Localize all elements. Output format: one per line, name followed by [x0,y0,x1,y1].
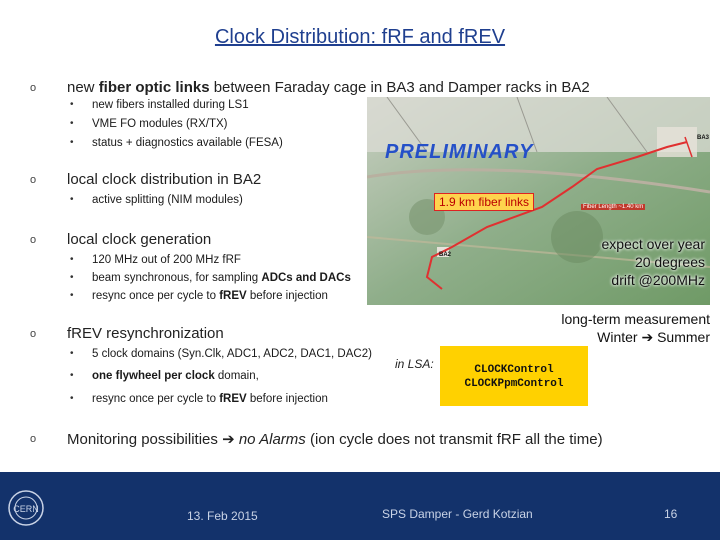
bullet-marker: • [70,272,74,283]
ba2-label: BA2 [439,252,452,258]
section-text-part: new [67,79,99,96]
section-marker: o [30,174,37,186]
bullet-marker: • [70,290,74,301]
bullet-text: 5 clock domains (Syn.Clk, ADC1, ADC2, DAC1, DAC2) [92,348,372,360]
bullet-marker: • [70,348,74,359]
longterm-note [500,310,710,346]
page-number: 16 [664,507,678,521]
bullet-marker: • [70,393,74,404]
bullet-text-emphasis: fREV [219,290,247,302]
footer-date: 13. Feb 2015 [187,509,258,523]
bullet-text-emphasis: one flywheel per clock [92,370,215,382]
bullet-text: domain, [214,370,259,382]
longterm-note-line: long-term measurement [561,311,710,327]
bullet-text-emphasis: ADCs and DACs [261,272,351,284]
section-marker: o [30,328,37,340]
preliminary-watermark: PRELIMINARY [385,141,534,163]
bullet-marker: • [70,370,74,381]
bullet-marker: • [70,118,74,129]
section-text: fREV resynchronization [67,325,224,342]
section-marker: o [30,433,37,445]
section-marker: o [30,234,37,246]
ba3-label: BA3 [697,135,710,141]
footer-author: SPS Damper - Gerd Kotzian [382,507,533,521]
section-text-part: Monitoring possibilities [67,431,223,448]
bullet-text: status + diagnostics available (FESA) [92,137,283,149]
drift-note [555,235,705,289]
drift-note-line: drift @200MHz [611,272,705,288]
bullet-text: before injection [246,290,328,302]
section-text: local clock generation [67,231,212,248]
drift-note-line: expect over year [601,236,705,252]
bullet-marker: • [70,254,74,265]
bullet-marker: • [70,194,74,205]
fiber-length-callout: 1.9 km fiber links [434,193,534,211]
cern-logo-text: CERN [13,504,39,514]
section-text-emphasis: no Alarms [238,431,306,448]
bullet-text-emphasis: fREV [219,393,247,405]
fiber-length-label: Fiber Length ~1.40 km [583,204,644,210]
section-marker: o [30,82,37,94]
bullet-text: resync once per cycle to [92,290,220,302]
drift-note-line: 20 degrees [634,254,705,270]
bullet-marker: • [70,137,74,148]
section-text-emphasis: fiber optic links [98,79,210,96]
lsa-parameter: CLOCKPpmControl [464,378,564,390]
cern-logo [6,486,46,530]
section-text-part: between Faraday cage in BA3 and Damper racks in BA2 [209,79,590,96]
bullet-marker: • [70,99,74,110]
bullet-text: new fibers installed during LS1 [92,99,249,111]
bullet-text: beam synchronous, for sampling [92,272,262,284]
bullet-text: active splitting (NIM modules) [92,194,243,206]
lsa-parameter: CLOCKControl [474,364,554,376]
bullet-text: VME FO modules (RX/TX) [92,118,228,130]
section-text-part: (ion cycle does not transmit fRF all the time) [305,431,603,448]
bullet-text: resync once per cycle to [92,393,220,405]
slide-title: Clock Distribution: fRF and fREV [214,26,506,48]
section-text: local clock distribution in BA2 [67,171,262,188]
longterm-note-line: Winter ➔ Summer [597,329,710,345]
arrow-icon: ➔ [222,431,235,448]
lsa-parameter-box [440,346,588,406]
in-lsa-label: in LSA: [395,357,434,371]
footer-bar [0,472,720,540]
bullet-text: 120 MHz out of 200 MHz fRF [92,254,241,266]
bullet-text: before injection [246,393,328,405]
